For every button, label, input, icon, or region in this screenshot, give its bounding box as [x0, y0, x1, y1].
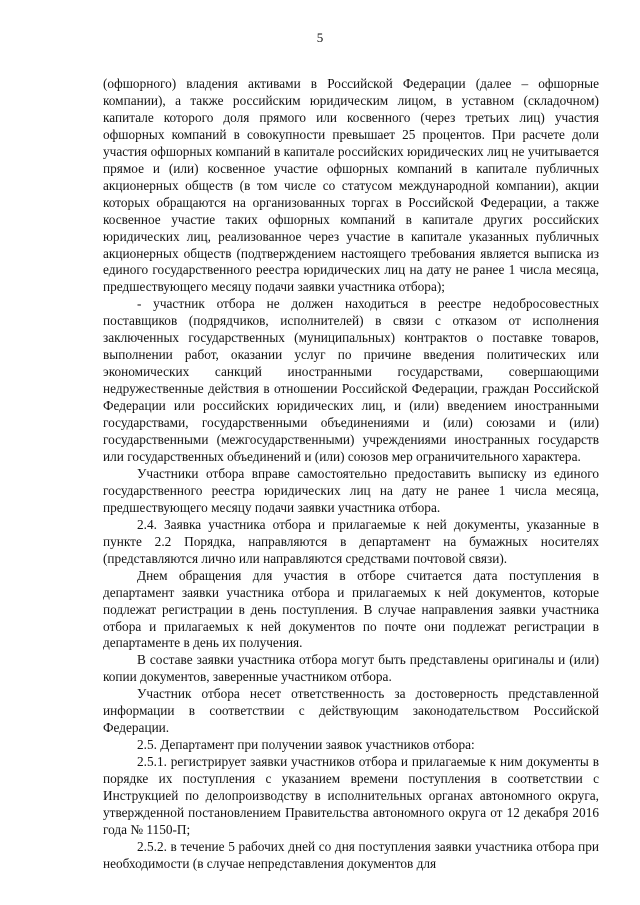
paragraph-responsibility: Участник отбора несет ответственность за достоверность представленной информации в соответствии с действующим законодательством Российской Федерации. — [103, 686, 599, 736]
paragraph-application-date: Днем обращения для участия в отборе считается дата поступления в департамент заявки участника отбора и прилагаемых к ней документов, которые подлежат регистрации в день поступления. В случае направления заявки участника отбора и прилагаемых к ней документов по почте они подлежат регистрации в департаменте в день их получения. — [103, 567, 599, 651]
document-body — [103, 76, 599, 873]
paragraph-registry-extract: Участники отбора вправе самостоятельно предоставить выписку из единого государственного реестра юридических лиц на дату не ранее 1 числа месяца, предшествующего месяцу подачи заявки участника отбора. — [103, 465, 599, 515]
paragraph-offshore-ownership: (офшорного) владения активами в Российской Федерации (далее – офшорные компании), а также российским юридическим лицом, в уставном (складочном) капитале которого доля прямого или косвенного (через третьих лиц) участия офшорных компаний в совокупности превышает 25 процентов. При расчете доли участия офшорных компаний в капитале российских юридических лиц не учитывается прямое и (или) косвенное участие офшорных компаний в капитале публичных акционерных обществ (в том числе со статусом международной компании), акции которых обращаются на организованных торгах в Российской Федерации, а также косвенное участие таких офшорных компаний в капитале других российских юридических лиц, реализованное через участие в капитале указанных публичных акционерных обществ (подтверждением настоящего требования является выписка из единого государственного реестра юридических лиц на дату не ранее 1 числа месяца, предшествующего месяцу подачи заявки участника отбора); — [103, 76, 599, 295]
paragraph-document-copies: В составе заявки участника отбора могут быть представлены оригиналы и (или) копии документов, заверенные участником отбора. — [103, 652, 599, 685]
paragraph-clause-2-5-1: 2.5.1. регистрирует заявки участников отбора и прилагаемые к ним документы в порядке их поступления с указанием времени поступления в соответствии с Инструкцией по делопроизводству в исполнительных органах автономного округа, утвержденной постановлением Правительства автономного округа от 12 декабря 2016 года № 1150-П; — [103, 754, 599, 837]
page-number: 5 — [316, 30, 324, 45]
paragraph-clause-2-5-2: 2.5.2. в течение 5 рабочих дней со дня поступления заявки участника отбора при необходимости (в случае непредставления документов для — [103, 838, 599, 871]
paragraph-clause-2-4: 2.4. Заявка участника отбора и прилагаемые к ней документы, указанные в пункте 2.2 Порядка, направляются в департамент на бумажных носителях (представляются лично или направляются средствами почтовой связи). — [103, 516, 599, 566]
paragraph-unfair-suppliers-registry: - участник отбора не должен находиться в реестре недобросовестных поставщиков (подрядчиков, исполнителей) в связи с отказом от исполнения заключенных государственных (муниципальных) контрактов о поставке товаров, выполнении работ, оказании услуг по причине введения политических или экономических санкций иностранными государствами, совершающими недружественные действия в отношении Российской Федерации, граждан Российской Федерации или российских юридических лиц, и (или) введением иностранными государствами, государственными объединениями и (или) союзами и (или) государственными (межгосударственными) учреждениями иностранных государств или государственных объединений и (или) союзов мер ограничительного характера. — [103, 296, 599, 464]
paragraph-clause-2-5: 2.5. Департамент при получении заявок участников отбора: — [137, 737, 475, 753]
